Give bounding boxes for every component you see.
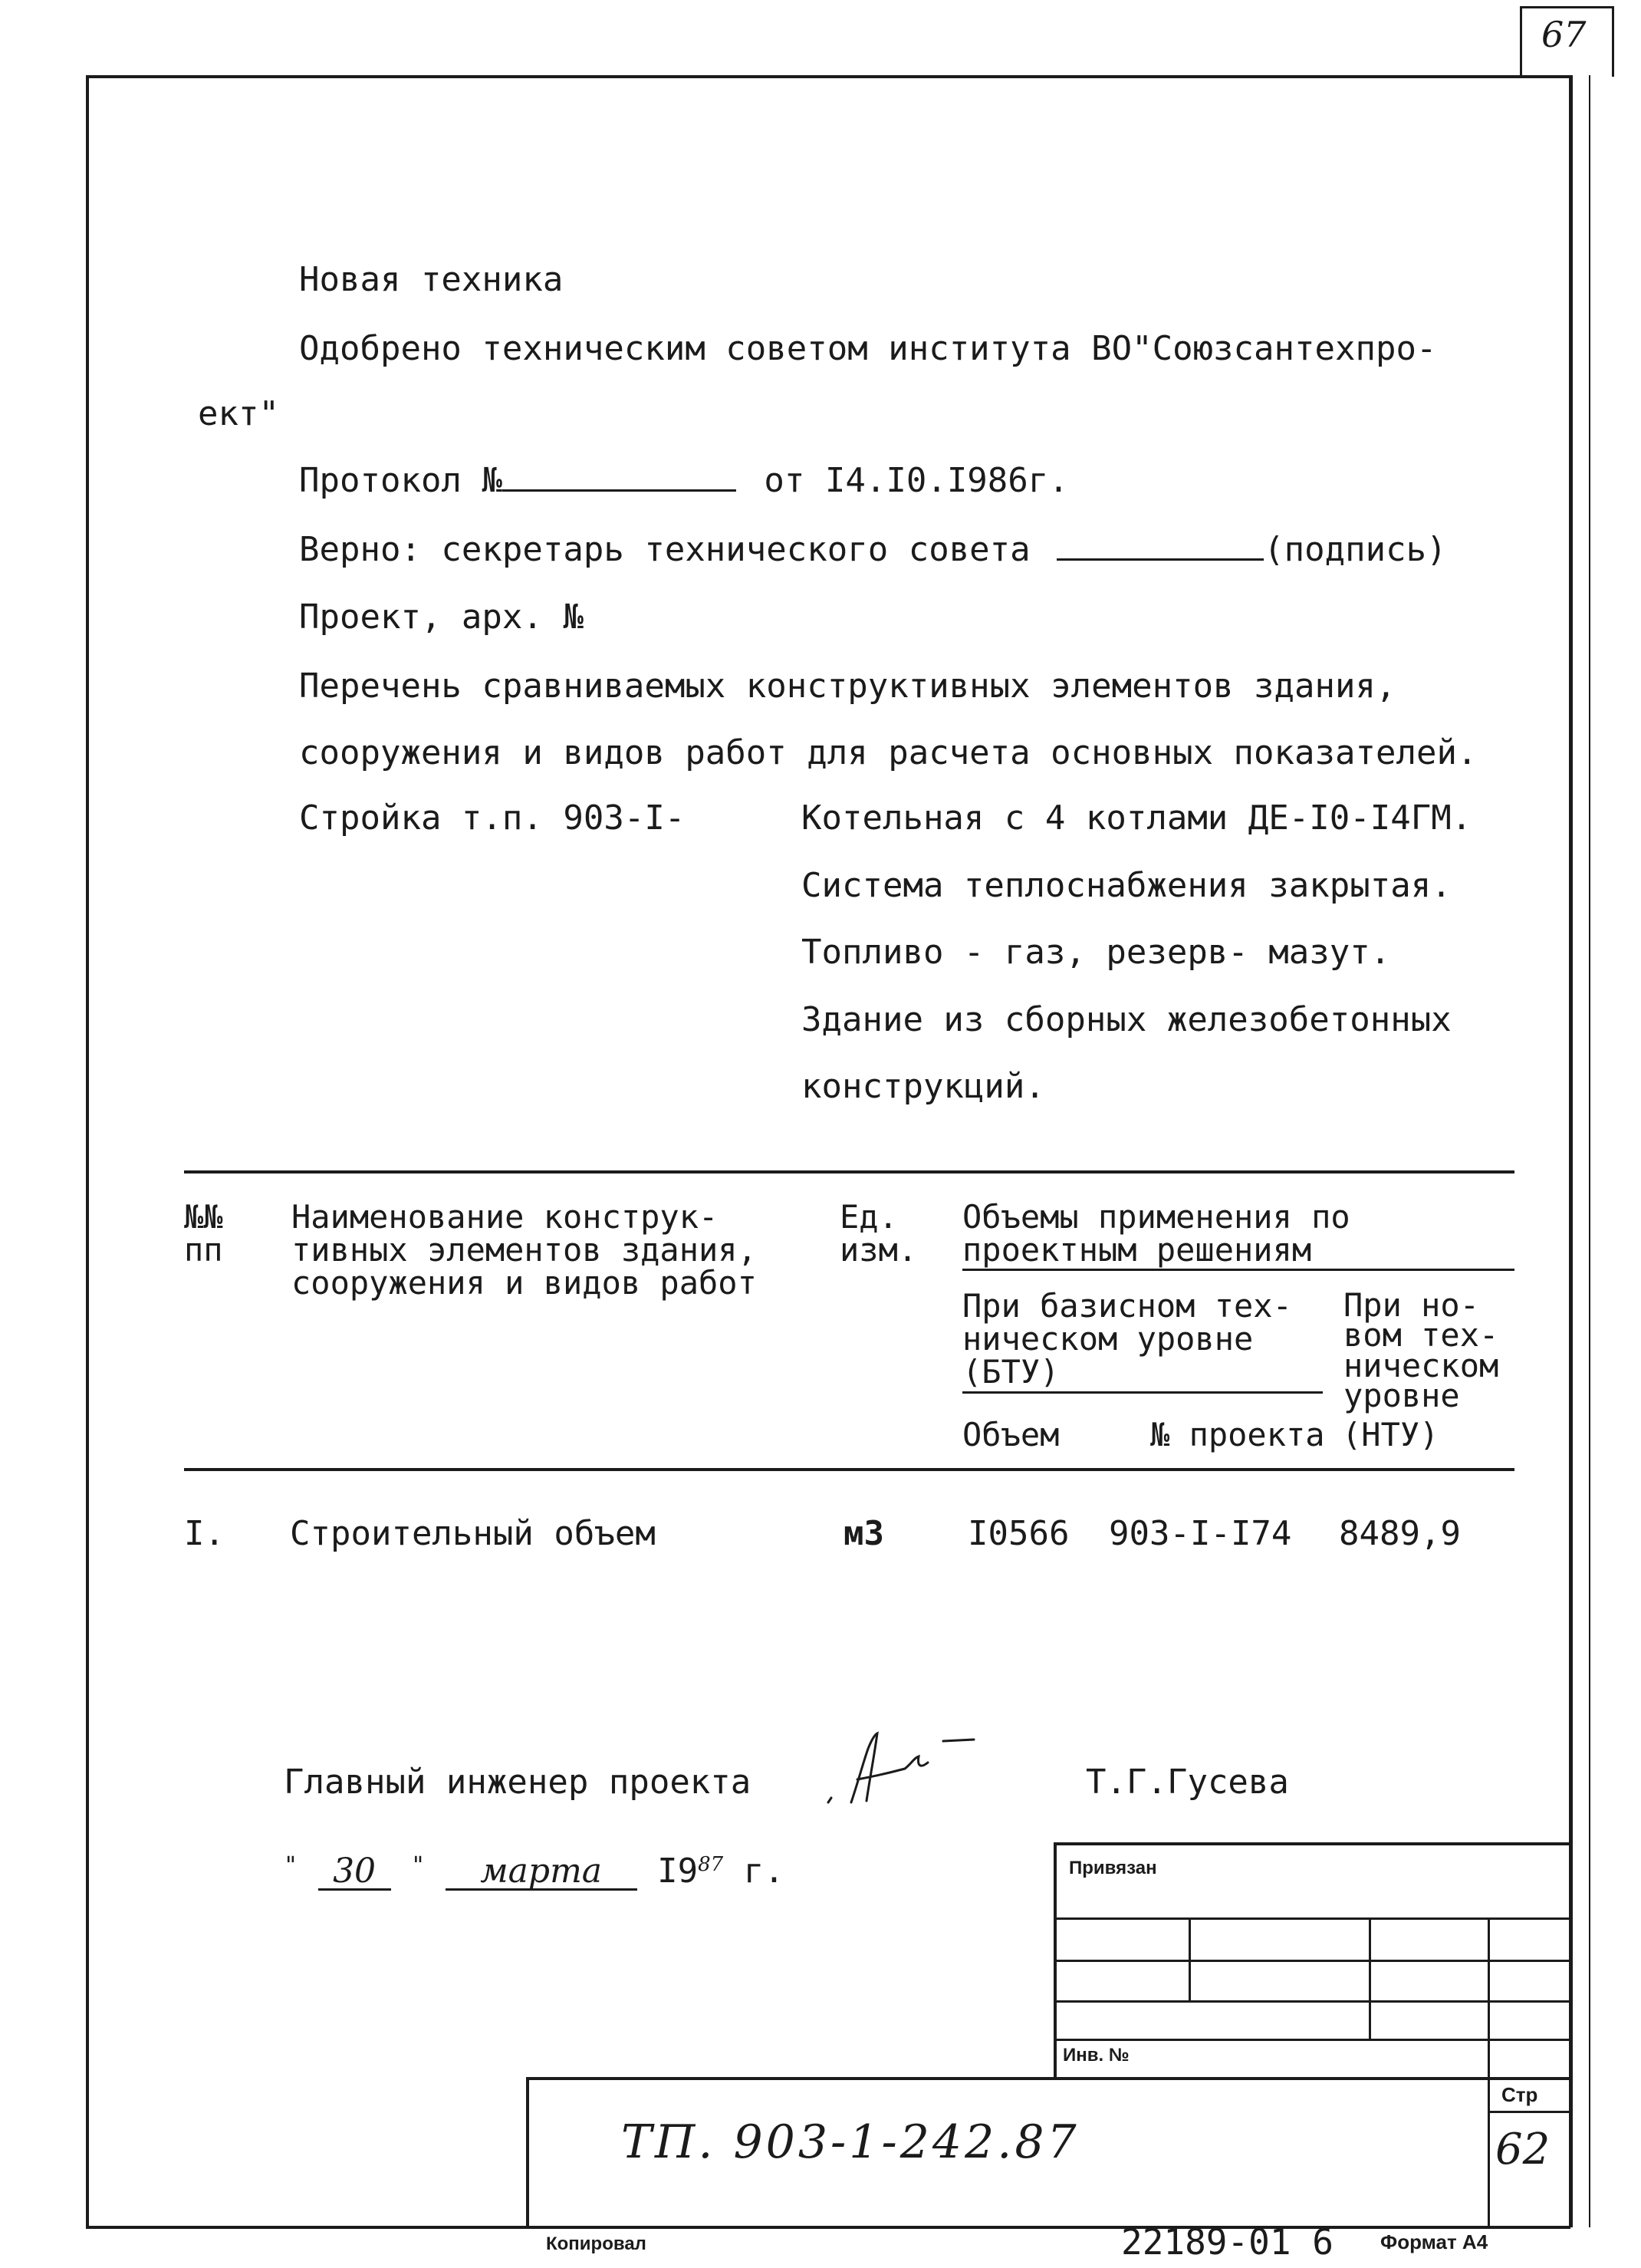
handwritten-signature [820, 1718, 1020, 1818]
date-day: 30 [318, 1855, 391, 1891]
col-num-header: №№ пп [184, 1198, 223, 1269]
sheet-number: 67 [1541, 14, 1587, 55]
date-year-hand: 87 [698, 1853, 724, 1876]
col-unit-header: Ед. изм. [840, 1198, 918, 1269]
stamp-privyazan: Привязан [1069, 1858, 1157, 1878]
stamp-row-2 [1054, 1960, 1570, 1962]
sheet-number-box-right [1612, 6, 1614, 77]
date-month: марта [446, 1855, 637, 1891]
col-name-header: Наименование конструк- тивных элементов здания, сооружения и видов работ [291, 1198, 757, 1302]
row-name: Строительный объем [290, 1514, 656, 1553]
frame-right-outer [1589, 75, 1590, 2227]
row-ntu: 8489,9 [1339, 1514, 1461, 1553]
protocol-label: Протокол № [299, 461, 502, 500]
frame-left [86, 75, 89, 2227]
stamp-row-1 [1054, 1917, 1570, 1920]
approved-line-2: ект" [198, 394, 279, 433]
chief-engineer-name: Т.Г.Гусева [1086, 1763, 1289, 1802]
verified-label: Верно: секретарь технического совета [299, 530, 1031, 569]
col-volumes-header: Объемы применения по проектным решениям [962, 1198, 1350, 1269]
date-year-prefix: I9 [657, 1852, 699, 1891]
btu-underline [962, 1391, 1323, 1394]
date-open-quote: " [284, 1852, 298, 1879]
table-header-rule [184, 1468, 1514, 1471]
sheet-number-box-top [1520, 6, 1613, 8]
stamp-page-num: 62 [1495, 2125, 1551, 2174]
site-desc-4: Здание из сборных железобетонных [801, 1000, 1452, 1039]
site-desc-3: Топливо - газ, резерв- мазут. [801, 933, 1391, 972]
list-line-2: сооружения и видов работ для расчета основных показателей. [299, 733, 1478, 772]
protocol-line [299, 461, 1069, 500]
stamp-row-4 [1054, 2039, 1570, 2041]
site-desc-1: Котельная с 4 котлами ДЕ-I0-I4ГМ. [801, 798, 1472, 838]
stamp-page-label: Стр [1501, 2083, 1538, 2106]
date-suffix: г. [743, 1852, 784, 1891]
row-project: 903-I-I74 [1109, 1514, 1292, 1553]
table-top-rule [184, 1170, 1514, 1174]
titleblock-left [526, 2077, 529, 2229]
new-tech-title: Новая техника [299, 260, 564, 299]
row-unit: м3 [844, 1514, 884, 1553]
site-label: Стройка т.п. 903-I- [299, 798, 686, 838]
site-desc-5: конструкций. [801, 1067, 1045, 1106]
frame-top [86, 75, 1570, 78]
protocol-number-blank [502, 489, 736, 492]
titleblock-top [526, 2077, 1570, 2080]
doc-code: ТП. 903-1-242.87 [621, 2115, 1080, 2169]
col-project-header: № проекта [1150, 1416, 1325, 1453]
stamp-row-3 [1054, 2000, 1570, 2003]
col-btu-header: При базисном тех- ническом уровне (БТУ) [962, 1287, 1292, 1391]
verified-line [299, 530, 1447, 569]
list-line-1: Перечень сравниваемых конструктивных элементов здания, [299, 667, 1396, 706]
col-ntu-header: При но- вом тех- ническом уровне [1343, 1286, 1499, 1415]
copied-label: Копировал [546, 2233, 646, 2254]
stamp-top [1054, 1842, 1570, 1845]
project-archive: Проект, арх. № [299, 597, 584, 637]
row-num: I. [184, 1514, 225, 1553]
approved-line-1: Одобрено техническим советом института ВО"Союзсантехпро- [299, 329, 1437, 368]
row-volume: I0566 [968, 1514, 1070, 1553]
page-label-divider [1488, 2111, 1570, 2113]
chief-engineer-label: Главный инженер проекта [284, 1763, 751, 1802]
signature-blank [1057, 558, 1264, 561]
site-desc-2: Система теплоснабжения закрытая. [801, 866, 1452, 905]
stamp-col-1 [1189, 1917, 1191, 2002]
col-ntu-abbr: (НТУ) [1342, 1416, 1439, 1453]
sheet-number-box-left [1520, 6, 1522, 77]
bottom-number: 22189-01 6 [1121, 2221, 1334, 2263]
date-close-quote: " [411, 1852, 426, 1879]
signature-hint: (подпись) [1264, 530, 1447, 569]
col-volume-header: Объем [962, 1416, 1060, 1453]
stamp-col-2 [1369, 1917, 1371, 2040]
protocol-date: от I4.I0.I986г. [764, 461, 1069, 500]
date-line [284, 1852, 784, 1891]
volumes-underline [962, 1269, 1514, 1271]
frame-right [1569, 75, 1573, 2227]
stamp-col-3 [1488, 1917, 1490, 2228]
frame-bottom [86, 2226, 1570, 2229]
format-label: Формат А4 [1380, 2230, 1488, 2253]
stamp-inv: Инв. № [1063, 2045, 1130, 2066]
